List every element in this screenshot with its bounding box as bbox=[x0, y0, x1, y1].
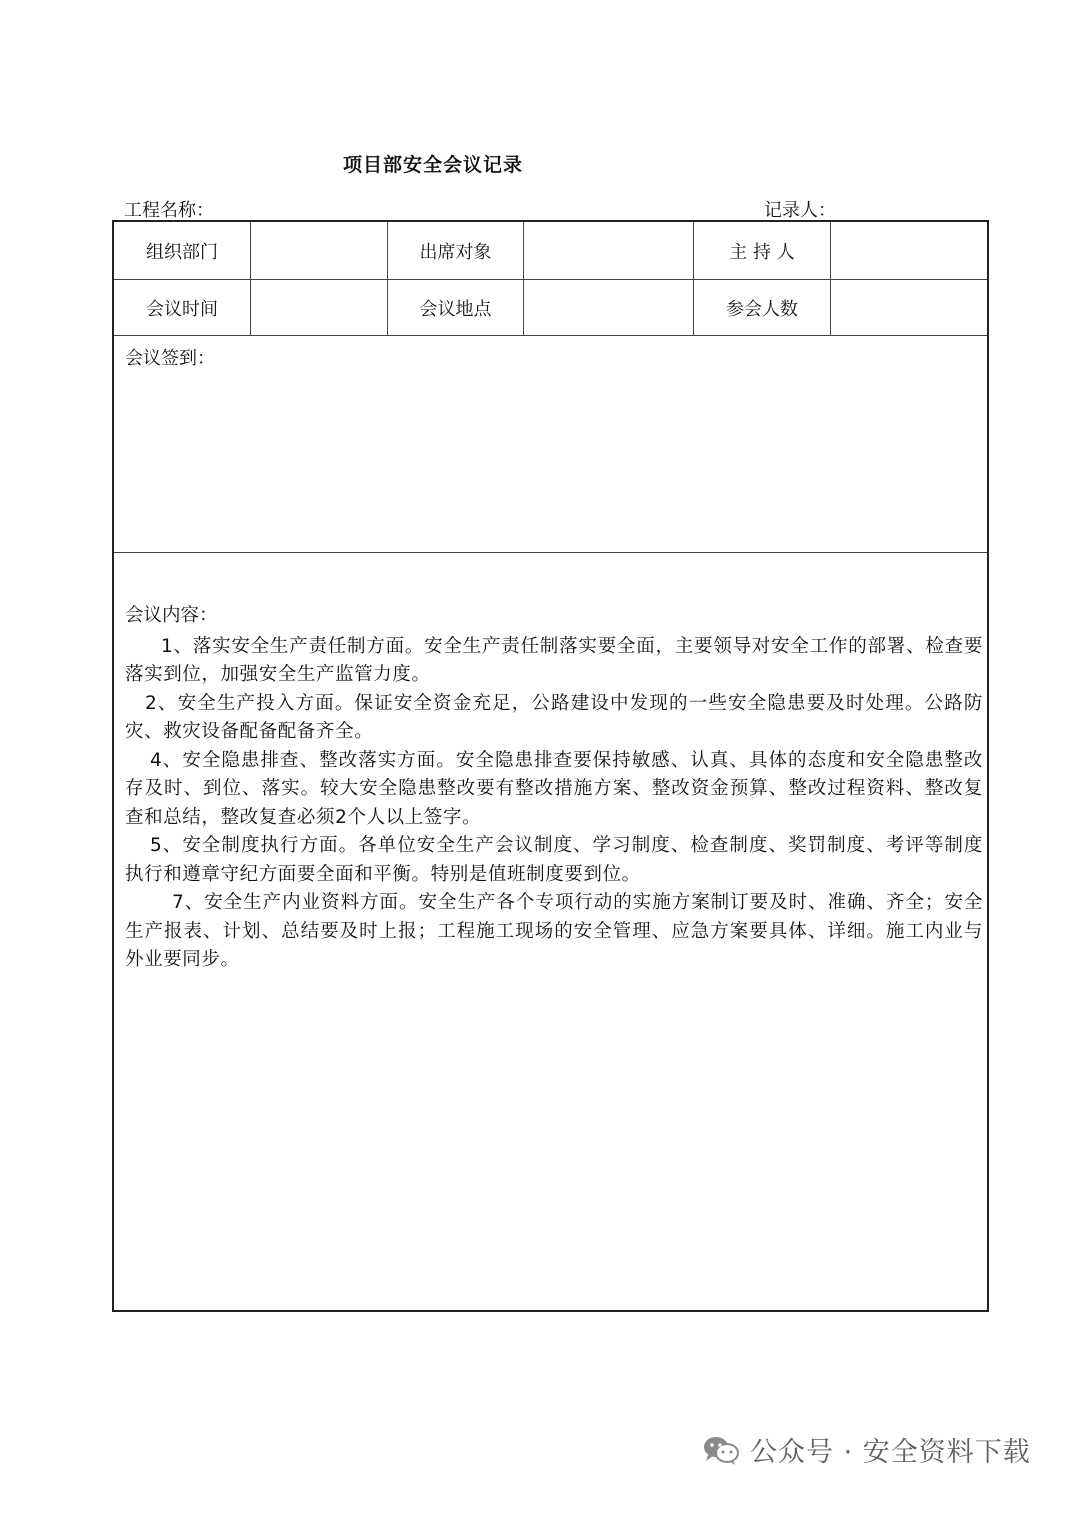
page-title: 项目部安全会议记录 bbox=[343, 154, 524, 176]
row-divider bbox=[114, 335, 987, 336]
attendee-count-label: 参会人数 bbox=[726, 298, 798, 320]
meeting-time-value[interactable] bbox=[251, 280, 387, 335]
content-item: 2、安全生产投入方面。保证安全资金充足，公路建设中发现的一些安全隐患要及时处理。公路防灾、救灾设备配备配备齐全。 bbox=[125, 692, 983, 742]
project-name-label: 工程名称： bbox=[124, 200, 214, 221]
content-item: 5、安全制度执行方面。各单位安全生产会议制度、学习制度、检查制度、奖罚制度、考评等制度执行和遵章守纪方面要全面和平衡。特别是值班制度要到位。 bbox=[125, 835, 983, 885]
host-label: 主 持 人 bbox=[729, 241, 795, 263]
content-label: 会议内容： bbox=[125, 605, 218, 626]
meeting-content bbox=[125, 602, 983, 975]
attendees-value[interactable] bbox=[524, 222, 693, 279]
content-item: 1、落实安全生产责任制方面。安全生产责任制落实要全面，主要领导对安全工作的部署、检查要落实到位，加强安全生产监管力度。 bbox=[125, 635, 983, 685]
footer-text: 公众号 · 安全资料下载 bbox=[750, 1437, 1031, 1468]
meeting-location-value[interactable] bbox=[524, 280, 693, 335]
host-value[interactable] bbox=[831, 222, 987, 279]
recorder-label: 记录人： bbox=[764, 200, 836, 221]
attendee-count-value[interactable] bbox=[831, 280, 987, 335]
org-dept-label: 组织部门 bbox=[146, 241, 218, 263]
signin-label: 会议签到： bbox=[125, 348, 215, 369]
org-dept-value[interactable] bbox=[251, 222, 387, 279]
content-item: 4、安全隐患排查、整改落实方面。安全隐患排查要保持敏感、认真、具体的态度和安全隐患整改存及时、到位、落实。较大安全隐患整改要有整改措施方案、整改资金预算、整改过程资料、整改复查和总结，整改复查必须2个人以上签字。 bbox=[125, 749, 983, 828]
meeting-record-table bbox=[112, 220, 989, 1312]
meeting-location-label: 会议地点 bbox=[419, 298, 492, 320]
content-item: 7、安全生产内业资料方面。安全生产各个专项行动的实施方案制订要及时、准确、齐全；安全生产报表、计划、总结要及时上报；工程施工现场的安全管理、应急方案要具体、详细。施工内业与外业要同步。 bbox=[125, 892, 983, 970]
meeting-time-label: 会议时间 bbox=[146, 298, 218, 320]
row-divider bbox=[114, 552, 987, 553]
attendees-label: 出席对象 bbox=[419, 241, 492, 263]
footer-watermark bbox=[702, 1430, 1031, 1469]
wechat-icon bbox=[702, 1434, 740, 1466]
